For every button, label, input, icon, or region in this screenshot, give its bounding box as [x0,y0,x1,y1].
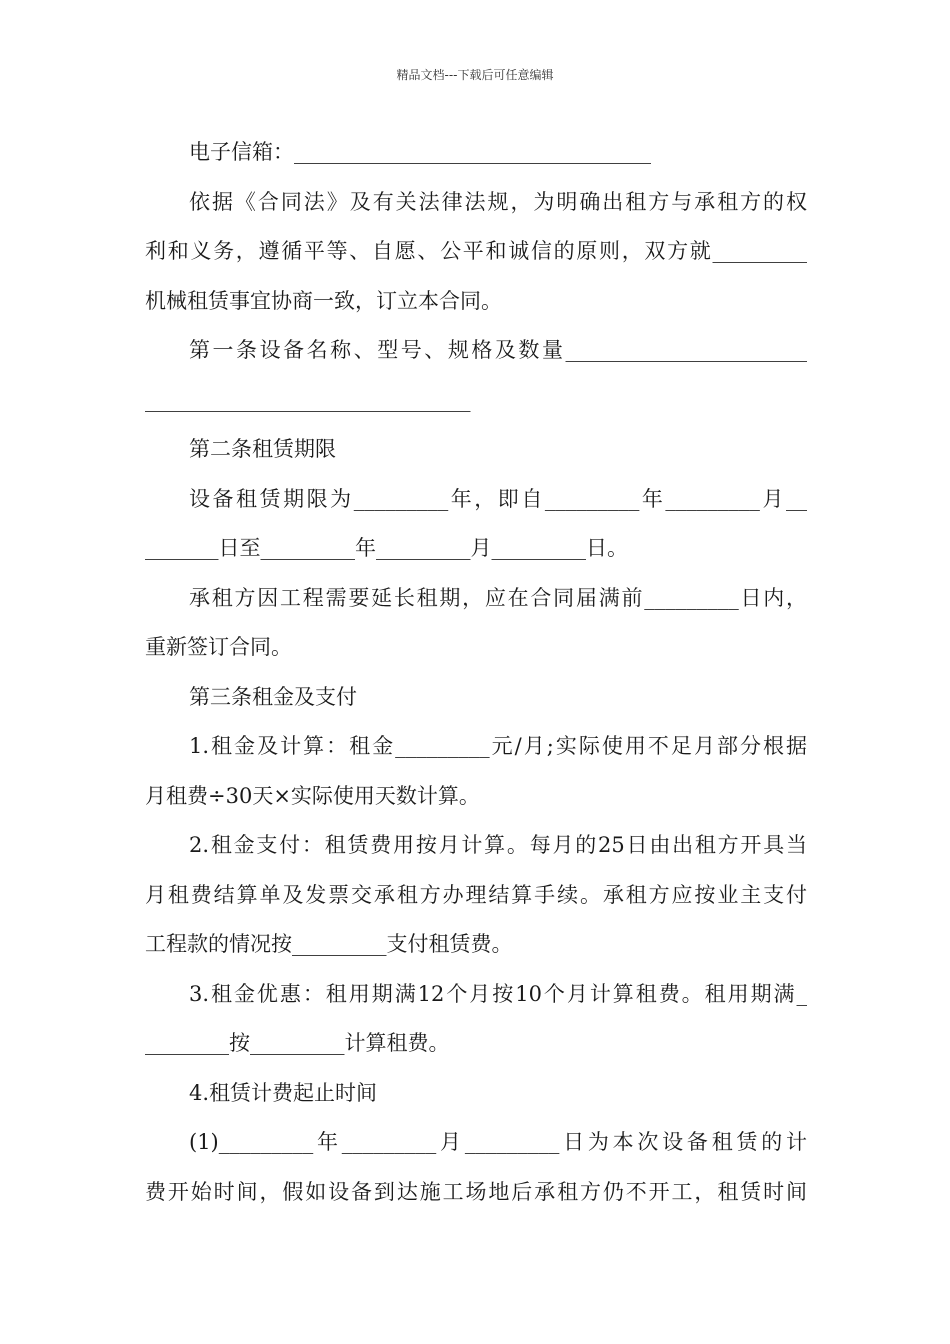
rent-payment-line-2: 月租费结算单及发票交承租方办理结算手续。承租方应按业主支付 [145,882,807,907]
page-header: 精品文档---下载后可任意编辑 [396,68,554,82]
rent-payment-line-3: 工程款的情况按_________支付租赁费。 [145,932,513,956]
intro-line-2: 利和义务，遵循平等、自愿、公平和诚信的原则，双方就_________ [145,239,807,263]
article-2-heading: 第二条租赁期限 [189,437,336,461]
billing-period-heading: 4.租赁计费起止时间 [189,1080,378,1105]
article-1-blank-line: _______________________________ [145,387,471,412]
extension-line-2: 重新签订合同。 [145,635,292,659]
intro-line-3: 机械租赁事宜协商一致，订立本合同。 [145,288,502,313]
rent-calc-line-2: 月租费÷30天×实际使用天数计算。 [145,783,480,808]
rent-discount-line-2: ________按_________计算租费。 [145,1031,450,1055]
email-line: 电子信箱：__________________________________ [189,140,651,164]
intro-line-1: 依据《合同法》及有关法律法规，为明确出租方与承租方的权 [189,189,807,214]
extension-line-1: 承租方因工程需要延长租期，应在合同届满前_________日内， [189,585,807,610]
billing-start-line-1: (1)_________年_________月_________日为本次设备租赁的计 [189,1130,807,1154]
billing-start-line-2: 费开始时间，假如设备到达施工场地后承租方仍不开工，租赁时间 [145,1179,807,1204]
lease-term-line-1: 设备租赁期限为_________年，即自_________年_________月__ [189,486,807,511]
rent-discount-line-1: 3.租金优惠：租用期满12个月按10个月计算租费。租用期满_ [189,981,807,1006]
rent-calc-line-1: 1.租金及计算：租金_________元/月;实际使用不足月部分根据 [189,734,807,758]
article-3-heading: 第三条租金及支付 [189,684,357,709]
article-1-heading: 第一条设备名称、型号、规格及数量_______________________ [189,338,807,362]
document-body [145,128,807,1217]
rent-payment-line-1: 2.租金支付：租赁费用按月计算。每月的25日由出租方开具当 [189,833,807,857]
lease-term-line-2: _______日至_________年_________月_________日。 [145,536,628,560]
